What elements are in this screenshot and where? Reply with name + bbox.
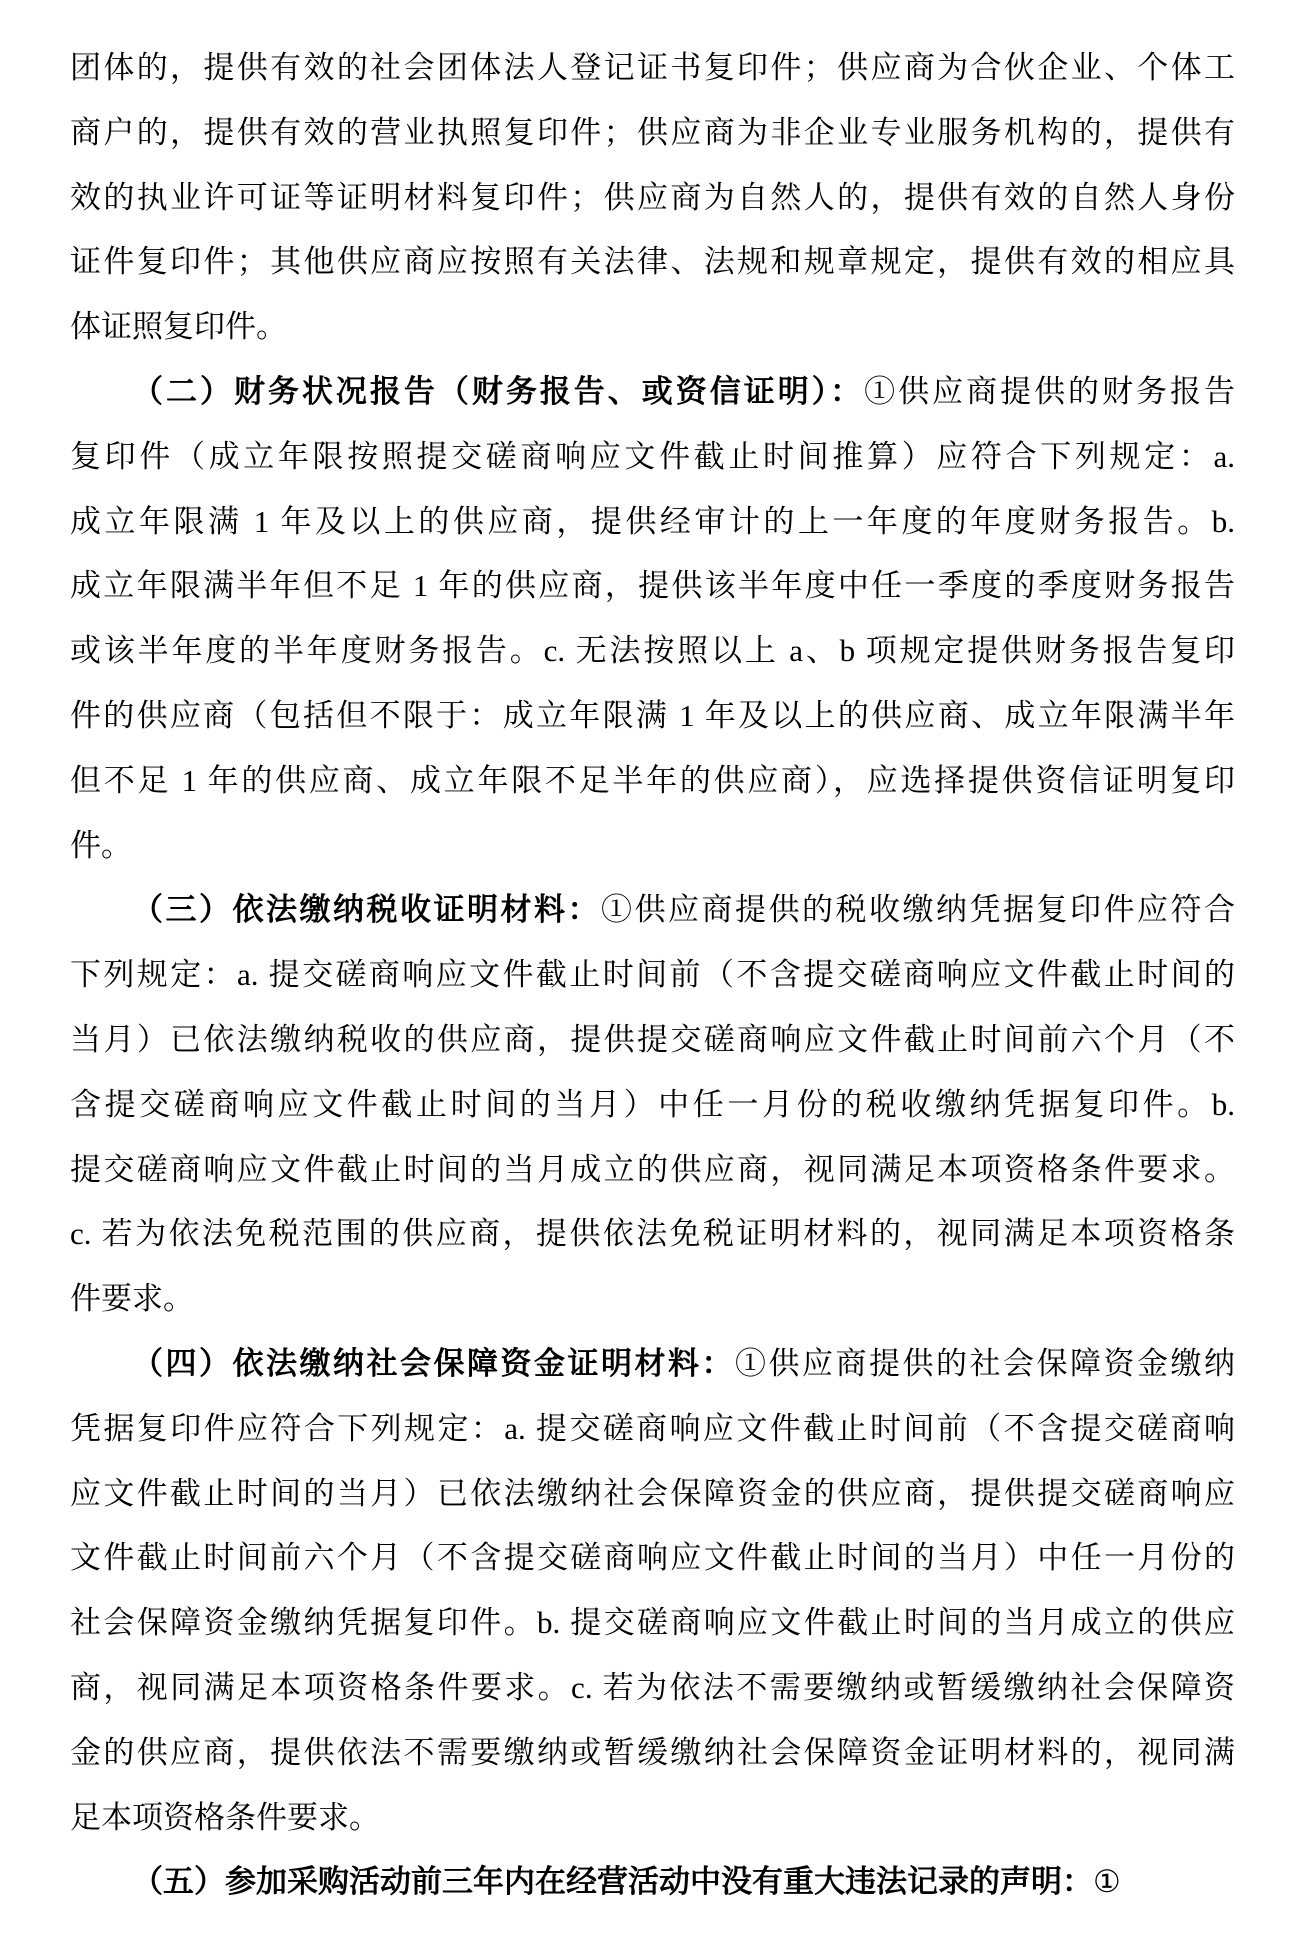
section-heading-line: （四）依法缴纳社会保障资金证明材料：①供应商提供的社会保障资金缴纳 bbox=[132, 1345, 1235, 1381]
section-heading-label: （四）依法缴纳社会保障资金证明材料： bbox=[132, 1345, 735, 1381]
text-line: 证件复印件；其他供应商应按照有关法律、法规和规章规定，提供有效的相应具 bbox=[70, 244, 1235, 280]
text-line: 体证照复印件。 bbox=[70, 309, 287, 345]
text-line: 足本项资格条件要求。 bbox=[70, 1799, 380, 1835]
text-line: 下列规定：a. 提交磋商响应文件截止时间前（不含提交磋商响应文件截止时间的 bbox=[70, 957, 1235, 993]
text-line: 但不足 1 年的供应商、成立年限不足半年的供应商），应选择提供资信证明复印 bbox=[70, 762, 1235, 798]
text-line: 含提交磋商响应文件截止时间的当月）中任一月份的税收缴纳凭据复印件。b. bbox=[70, 1086, 1235, 1122]
text-line: 文件截止时间前六个月（不含提交磋商响应文件截止时间的当月）中任一月份的 bbox=[70, 1540, 1235, 1576]
text-line: 应文件截止时间的当月）已依法缴纳社会保障资金的供应商，提供提交磋商响应 bbox=[70, 1475, 1235, 1511]
text-line: 提交磋商响应文件截止时间的当月成立的供应商，视同满足本项资格条件要求。 bbox=[70, 1151, 1235, 1187]
text-line: 成立年限满半年但不足 1 年的供应商，提供该半年度中任一季度的季度财务报告 bbox=[70, 568, 1235, 604]
section-heading-line: （二）财务状况报告（财务报告、或资信证明）：①供应商提供的财务报告 bbox=[132, 373, 1235, 409]
text-line: 当月）已依法缴纳税收的供应商，提供提交磋商响应文件截止时间前六个月（不 bbox=[70, 1021, 1235, 1057]
text-line: 复印件（成立年限按照提交磋商响应文件截止时间推算）应符合下列规定：a. bbox=[70, 438, 1235, 474]
text-line: 件要求。 bbox=[70, 1281, 194, 1317]
text-line: 凭据复印件应符合下列规定：a. 提交磋商响应文件截止时间前（不含提交磋商响 bbox=[70, 1410, 1235, 1446]
text-line: 效的执业许可证等证明材料复印件；供应商为自然人的，提供有效的自然人身份 bbox=[70, 179, 1235, 215]
text-line: 社会保障资金缴纳凭据复印件。b. 提交磋商响应文件截止时间的当月成立的供应 bbox=[70, 1605, 1235, 1641]
text-line: 金的供应商，提供依法不需要缴纳或暂缓缴纳社会保障资金证明材料的，视同满 bbox=[70, 1734, 1235, 1770]
section-heading-line: （五）参加采购活动前三年内在经营活动中没有重大违法记录的声明：① bbox=[132, 1864, 1121, 1900]
section-heading-label: （三）依法缴纳税收证明材料： bbox=[132, 892, 601, 928]
text-line: 或该半年度的半年度财务报告。c. 无法按照以上 a、b 项规定提供财务报告复印 bbox=[70, 633, 1235, 669]
text-line: 商户的，提供有效的营业执照复印件；供应商为非企业专业服务机构的，提供有 bbox=[70, 114, 1235, 150]
text-line: 成立年限满 1 年及以上的供应商，提供经审计的上一年度的年度财务报告。b. bbox=[70, 503, 1235, 539]
text-line: c. 若为依法免税范围的供应商，提供依法免税证明材料的，视同满足本项资格条 bbox=[70, 1216, 1235, 1252]
section-heading-line: （三）依法缴纳税收证明材料：①供应商提供的税收缴纳凭据复印件应符合 bbox=[132, 892, 1235, 928]
section-heading-label: （五）参加采购活动前三年内在经营活动中没有重大违法记录的声明： bbox=[132, 1864, 1093, 1900]
text-line: 件的供应商（包括但不限于：成立年限满 1 年及以上的供应商、成立年限满半年 bbox=[70, 697, 1235, 733]
section-heading-label: （二）财务状况报告（财务报告、或资信证明）： bbox=[132, 373, 865, 409]
document-body bbox=[70, 36, 1235, 1915]
text-line: 商，视同满足本项资格条件要求。c. 若为依法不需要缴纳或暂缓缴纳社会保障资 bbox=[70, 1669, 1235, 1705]
text-line: 件。 bbox=[70, 827, 132, 863]
text-line: 团体的，提供有效的社会团体法人登记证书复印件；供应商为合伙企业、个体工 bbox=[70, 50, 1235, 85]
